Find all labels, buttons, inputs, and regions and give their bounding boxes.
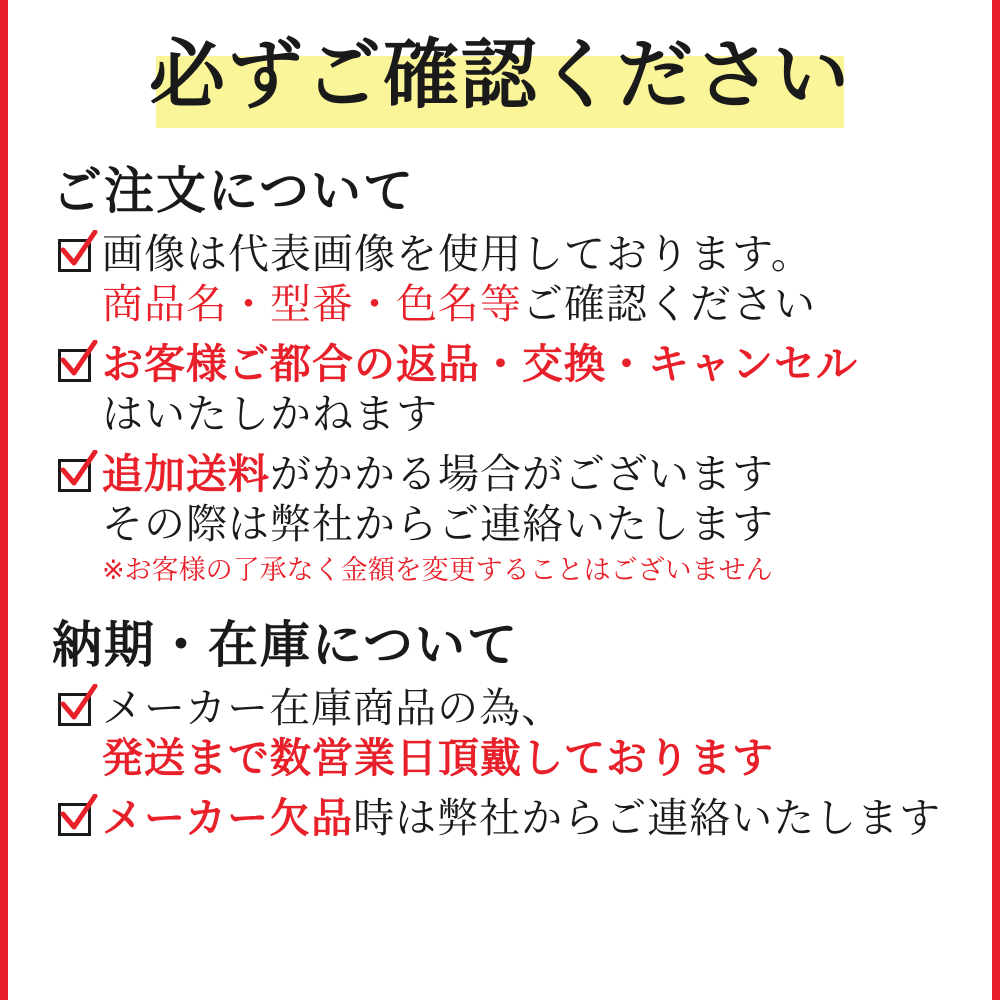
list-item [56, 683, 962, 783]
page-title-area [38, 0, 962, 150]
item-line: メーカー在庫商品の為、 [102, 684, 564, 733]
list-item-text [102, 449, 962, 588]
list-item [56, 229, 962, 329]
list-item-text [102, 229, 962, 329]
item-line-black: がかかる場合がございます [270, 450, 774, 499]
notice-content [8, 0, 992, 1000]
list-item [56, 339, 962, 439]
list-item [56, 449, 962, 588]
item-line: お客様ご都合の返品・交換・キャンセル [102, 340, 858, 389]
list-item-text [102, 339, 962, 439]
item-note: ※お客様の了承なく金額を変更することはございません [102, 555, 773, 587]
item-line-red: 商品名・型番・色名等 [102, 280, 522, 329]
section-heading-delivery: 納期・在庫について [52, 616, 519, 675]
item-line [102, 793, 962, 843]
list-item-text [102, 793, 962, 843]
item-line-black: ご確認ください [522, 280, 816, 329]
item-line-red: 追加送料 [102, 450, 270, 499]
item-line [102, 449, 962, 499]
item-line-black: 時は弊社からご連絡いたします [353, 794, 942, 843]
page-title: 必ずご確認ください [149, 30, 851, 119]
section-heading-order: ご注文について [52, 162, 415, 220]
checkbox-checked-icon [56, 799, 96, 839]
checkbox-checked-icon [56, 689, 96, 729]
checkbox-checked-icon [56, 345, 96, 385]
item-line: はいたしかねます [102, 390, 438, 439]
item-line: その際は弊社からご連絡いたします [102, 500, 774, 549]
item-line-red: メーカー欠品 [102, 794, 354, 843]
checkbox-checked-icon [56, 455, 96, 495]
checkbox-checked-icon [56, 235, 96, 275]
list-item [56, 793, 962, 843]
item-line: 画像は代表画像を使用しております。 [102, 230, 813, 278]
item-line [102, 279, 962, 329]
list-item-text [102, 683, 962, 783]
item-line: 発送まで数営業日頂戴しております [102, 734, 774, 783]
